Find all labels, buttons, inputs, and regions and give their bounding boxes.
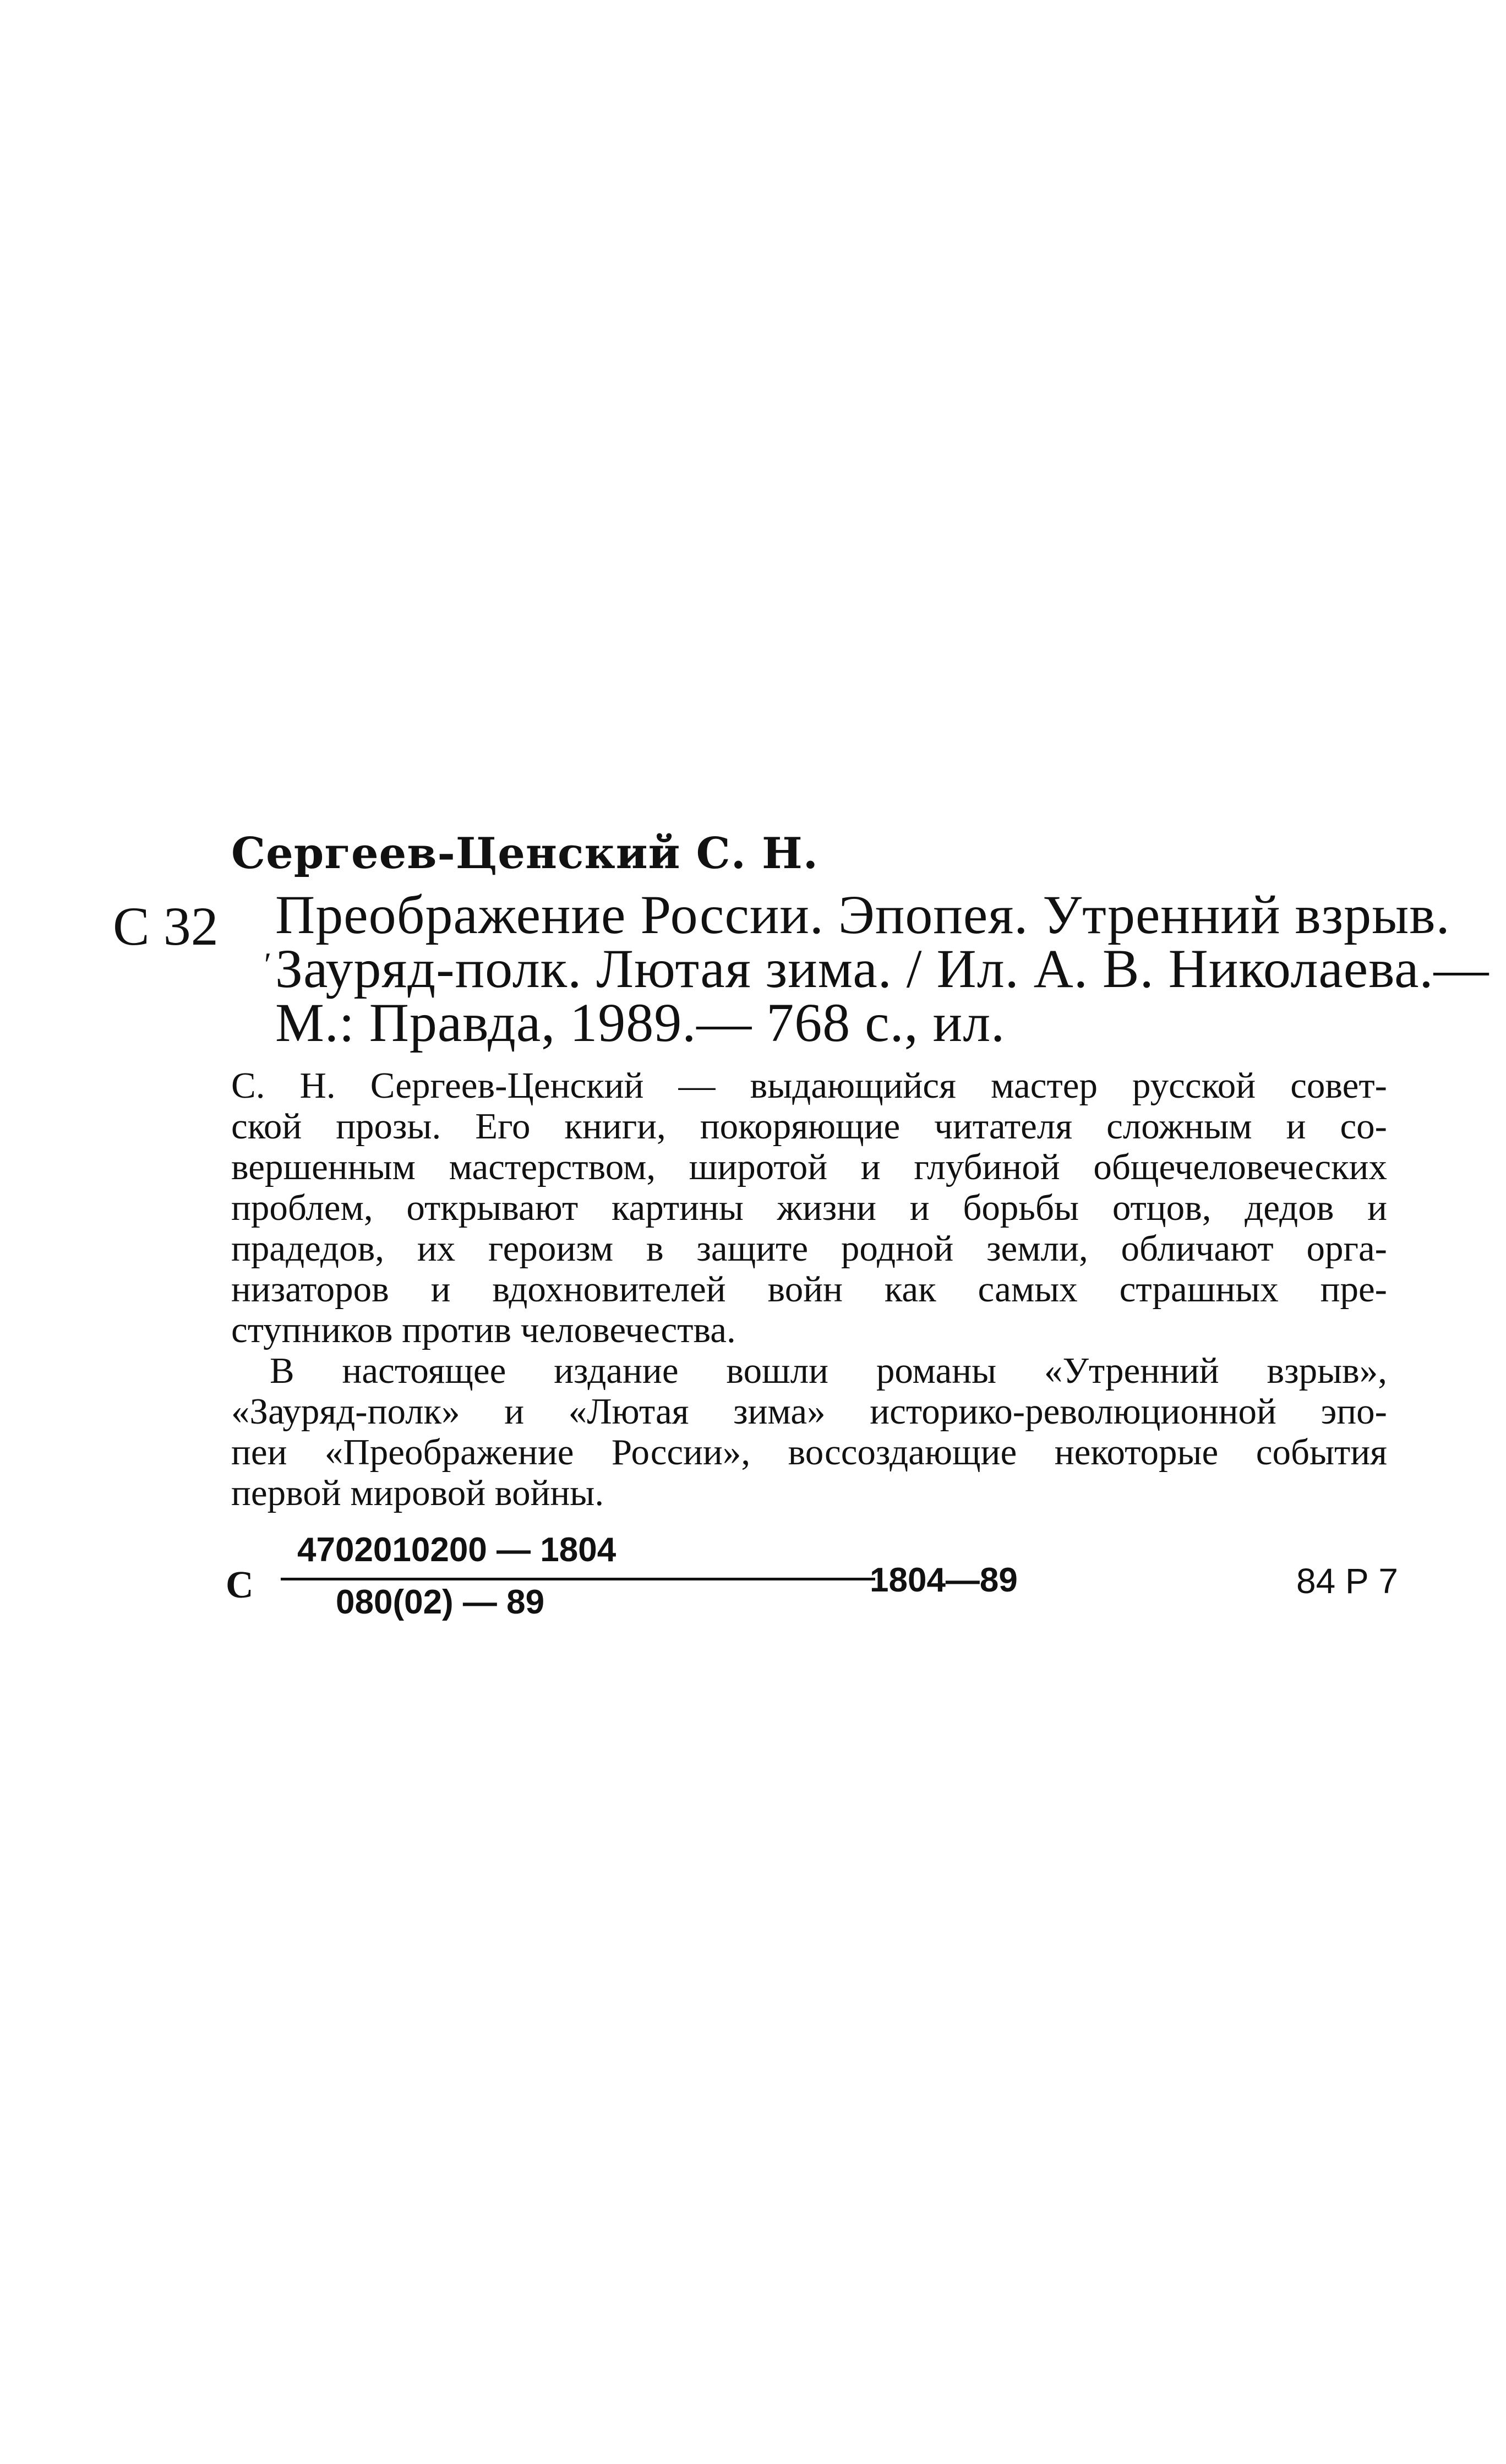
index-code-block (226, 1525, 1398, 1635)
fraction-bar (281, 1578, 875, 1580)
annotation-line: вершенным мастерством, широтой и глубиной общечеловеческих (231, 1147, 1387, 1187)
annotation-line: первой мировой войны. (231, 1473, 604, 1513)
index-denominator: 080(02) — 89 (336, 1583, 545, 1621)
index-letter: С (226, 1564, 254, 1606)
annotation-line: пеи «Преображение России», воссоздающие некоторые события (231, 1432, 1387, 1473)
annotation-line: ской прозы. Его книги, покоряющие читателя сложным и со- (231, 1106, 1387, 1147)
annotation-paragraph-1 (231, 1065, 1387, 1350)
annotation-line: С. Н. Сергеев-Ценский — выдающийся мастер русской совет- (231, 1065, 1387, 1106)
indent-mark: ʹ (264, 946, 272, 983)
annotation (231, 1065, 1387, 1513)
classification-code: 84 Р 7 (1296, 1561, 1398, 1601)
title-line: Зауряд-полк. Лютая зима. / Ил. А. В. Николаева.— (275, 938, 1489, 999)
title-line: Преображение России. Эпопея. Утренний взрыв. (275, 884, 1450, 945)
annotation-paragraph-2 (231, 1350, 1387, 1513)
annotation-line: прадедов, их героизм в защите родной земли, обличают орга- (231, 1228, 1387, 1269)
index-numerator: 4702010200 — 1804 (297, 1531, 616, 1569)
index-suffix: 1804—89 (870, 1561, 1018, 1599)
bibliographic-description (275, 884, 1489, 1053)
annotation-line: В настоящее издание вошли романы «Утренний взрыв», (270, 1350, 1387, 1391)
annotation-line: проблем, открывают картины жизни и борьбы отцов, дедов и (231, 1187, 1387, 1228)
annotation-line: ступников против человечества. (231, 1310, 736, 1350)
author-heading: Сергеев-Ценский С. Н. (231, 828, 819, 879)
imprint-line: М.: Правда, 1989.— 768 с., ил. (275, 992, 1006, 1053)
call-code: С 32 (113, 896, 219, 957)
annotation-line: низаторов и вдохновителей войн как самых страшных пре- (231, 1269, 1387, 1310)
annotation-line: «Зауряд-полк» и «Лютая зима» историко-революционной эпо- (231, 1391, 1387, 1432)
